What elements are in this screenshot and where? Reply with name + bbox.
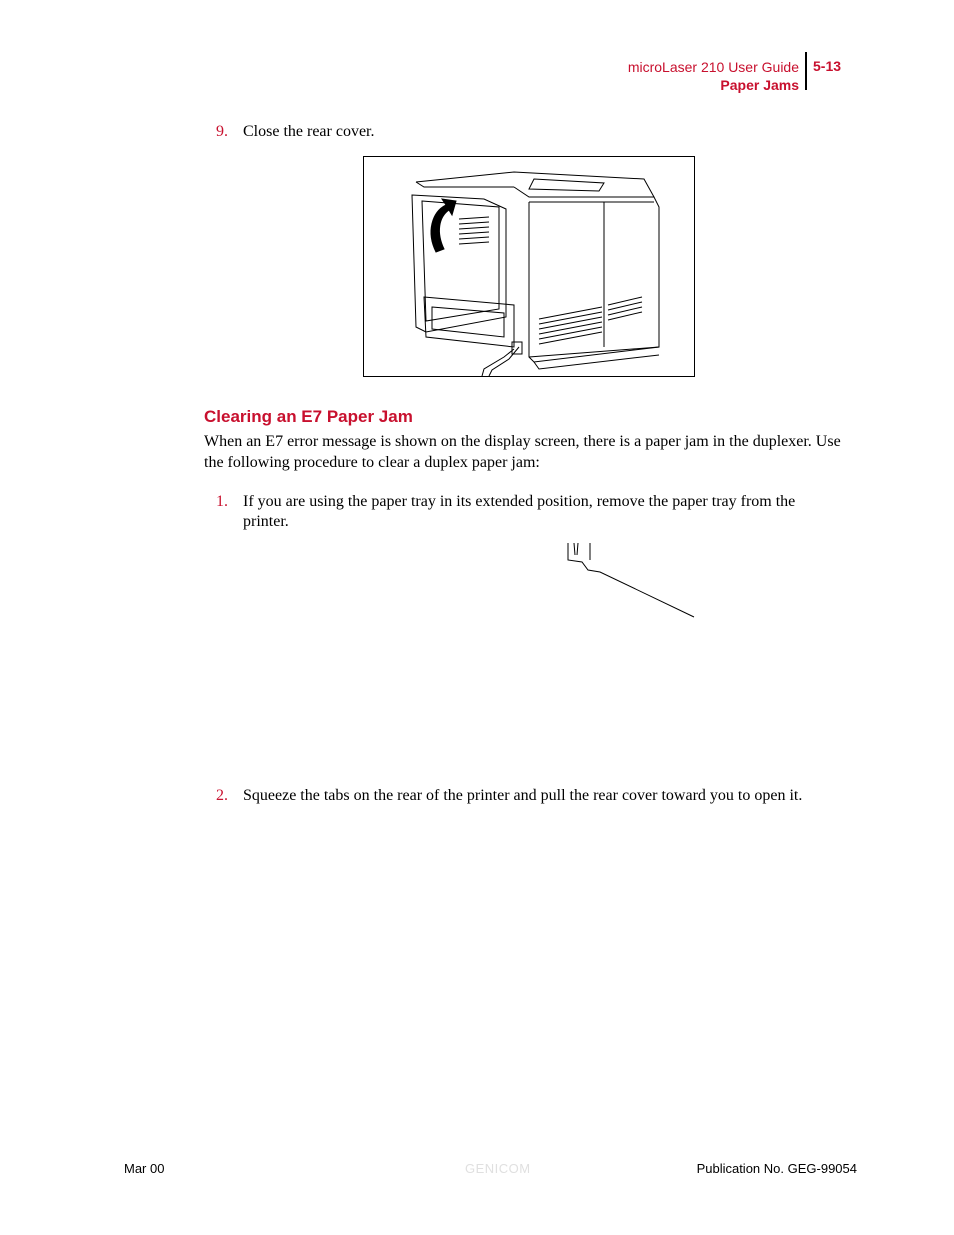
guide-title: microLaser 210 User Guide [627, 59, 799, 75]
step-2 [216, 786, 833, 806]
step-number: 1. [216, 493, 228, 510]
step-number: 9. [216, 123, 228, 140]
page-number: 5-13 [813, 58, 842, 74]
section-title: Paper Jams [720, 77, 799, 93]
footer-publication: Publication No. GEG-99054 [696, 1161, 857, 1176]
printer-rear-cover-illustration [363, 156, 695, 377]
footer-date: Mar 00 [124, 1161, 165, 1176]
printer-drawing [364, 157, 694, 376]
step-number: 2. [216, 787, 228, 804]
step-1 [216, 492, 833, 532]
header-divider [805, 52, 807, 90]
section-heading: Clearing an E7 Paper Jam [204, 407, 413, 426]
section-intro: When an E7 error message is shown on the display screen, there is a paper jam in the duplexer. Use the following procedure to clear a duplex paper jam: [204, 433, 841, 471]
footer-brand-watermark: GENICOM [465, 1161, 531, 1176]
step-text: Squeeze the tabs on the rear of the printer and pull the rear cover toward you to open it. [243, 787, 803, 804]
tray-illustration-fragment [560, 540, 700, 627]
step-text: If you are using the paper tray in its extended position, remove the paper tray from the printer. [243, 493, 796, 530]
tray-drawing [560, 540, 700, 622]
step-9 [216, 122, 833, 142]
step-text: Close the rear cover. [243, 123, 375, 140]
curved-arrow-icon [431, 199, 456, 252]
running-header [628, 58, 799, 94]
